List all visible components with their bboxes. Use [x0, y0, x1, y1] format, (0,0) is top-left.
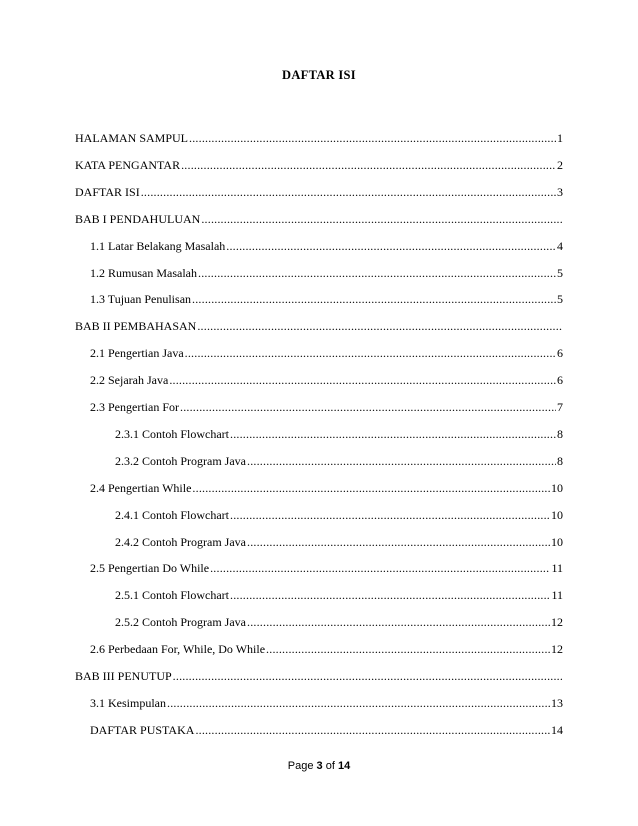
toc-entry: [75, 665, 563, 683]
footer-total-pages: 14: [337, 760, 351, 772]
toc-entry-label: 2.3.2 Contoh Program Java: [115, 453, 246, 468]
toc-entry-page: 6: [557, 373, 563, 388]
toc-entry: [90, 342, 563, 360]
toc-dot-leader: [266, 642, 550, 656]
toc-entry-page: 14: [551, 722, 563, 737]
toc-entry-page: 7: [557, 400, 563, 414]
toc-entry-page: 12: [551, 642, 563, 657]
toc-entry-label: KATA PENGANTAR: [75, 157, 181, 172]
document-title: DAFTAR ISI: [282, 68, 356, 82]
toc-entry-page: 1: [557, 131, 563, 145]
toc-entry: [90, 288, 563, 306]
toc-dot-leader: [173, 669, 562, 683]
toc-entry-label: 2.4 Pengertian While: [90, 480, 192, 495]
toc-entry-label: BAB II PEMBAHASAN: [75, 319, 197, 334]
toc-entry: [90, 477, 563, 495]
toc-entry-page: 12: [551, 615, 563, 630]
toc-dot-leader: [201, 212, 562, 226]
toc-entry-page: 10: [551, 507, 563, 522]
toc-entry-label: 2.4.1 Contoh Flowchart: [115, 507, 229, 522]
toc-dot-leader: [210, 561, 550, 575]
toc-entry-label: 1.1 Latar Belakang Masalah: [90, 238, 226, 253]
toc-dot-leader: [192, 481, 550, 495]
toc-dot-leader: [247, 535, 550, 549]
toc-entry-label: 2.5 Pengertian Do While: [90, 561, 210, 576]
toc-entry: [75, 208, 563, 226]
toc-dot-leader: [181, 158, 556, 172]
toc-entry-page: 10: [551, 534, 563, 549]
toc-dot-leader: [185, 346, 556, 360]
toc-entry: [75, 315, 563, 333]
toc-entry-page: 3: [557, 184, 563, 199]
toc-entry-label: 2.3.1 Contoh Flowchart: [115, 426, 229, 441]
toc-entry: [75, 154, 563, 172]
toc-entry: [75, 127, 563, 145]
toc-dot-leader: [180, 400, 556, 414]
toc-dot-leader: [167, 696, 550, 710]
toc-entry-label: HALAMAN SAMPUL: [75, 131, 189, 145]
toc-entry-label: BAB III PENUTUP: [75, 669, 172, 683]
toc-entry-page: 11: [551, 588, 563, 603]
toc-entry-page: 8: [557, 453, 563, 468]
toc-entry-label: 2.4.2 Contoh Program Java: [115, 534, 246, 549]
footer-current-page: 3: [316, 760, 323, 772]
toc-entry-label: 2.3 Pengertian For: [90, 400, 179, 414]
toc-entry: [115, 423, 563, 441]
toc-dot-leader: [169, 373, 556, 387]
toc-entry-label: DAFTAR PUSTAKA: [90, 722, 195, 737]
toc-dot-leader: [247, 615, 550, 629]
toc-entry: [75, 181, 563, 199]
toc-entry-page: 5: [557, 265, 563, 280]
toc-entry-page: 10: [551, 480, 563, 495]
toc-entry-page: 5: [557, 292, 563, 307]
toc-entry-page: 13: [551, 695, 563, 710]
toc-entry: [90, 557, 563, 575]
toc-dot-leader: [195, 723, 550, 737]
footer-page-word: Page: [287, 760, 314, 772]
toc-entry: [90, 396, 563, 414]
toc-entry-label: 1.3 Tujuan Penulisan: [90, 292, 192, 307]
toc-dot-leader: [141, 185, 556, 199]
toc-entry-label: DAFTAR ISI: [75, 184, 140, 199]
toc-entry: [90, 638, 563, 656]
toc-entry: [115, 611, 563, 629]
toc-entry: [115, 504, 563, 522]
toc-entry-label: 1.2 Rumusan Masalah: [90, 265, 197, 280]
toc-dot-leader: [247, 454, 556, 468]
toc-entry: [90, 719, 563, 737]
toc-entry: [90, 369, 563, 387]
toc-entry-page: 8: [557, 426, 563, 441]
toc-dot-leader: [198, 266, 556, 280]
toc-entry-label: BAB I PENDAHULUAN: [75, 211, 201, 226]
toc-dot-leader: [189, 131, 556, 145]
toc-dot-leader: [230, 427, 556, 441]
toc-entry-page: 11: [551, 561, 563, 576]
toc-entry: [90, 235, 563, 253]
toc-entry: [90, 262, 563, 280]
toc-dot-leader: [226, 239, 556, 253]
toc-entry: [90, 692, 563, 710]
toc-entry-page: 4: [557, 238, 563, 253]
page-footer: [0, 760, 638, 772]
toc-entry-page: 2: [557, 157, 563, 172]
toc-entry-label: 2.2 Sejarah Java: [90, 373, 169, 388]
toc-entry-label: 3.1 Kesimpulan: [90, 695, 166, 710]
toc-entry-label: 2.5.2 Contoh Program Java: [115, 615, 246, 630]
toc-dot-leader: [192, 292, 556, 306]
toc-entry: [115, 531, 563, 549]
toc-entry: [115, 450, 563, 468]
toc-dot-leader: [197, 319, 562, 333]
toc-entry: [115, 584, 563, 602]
toc-entry-page: 6: [557, 346, 563, 361]
toc-entry-label: 2.6 Perbedaan For, While, Do While: [90, 642, 266, 657]
footer-of-word: of: [325, 760, 335, 772]
toc-dot-leader: [230, 588, 550, 602]
toc-dot-leader: [230, 508, 550, 522]
toc-entry-label: 2.5.1 Contoh Flowchart: [115, 588, 229, 603]
toc-entry-label: 2.1 Pengertian Java: [90, 346, 184, 361]
